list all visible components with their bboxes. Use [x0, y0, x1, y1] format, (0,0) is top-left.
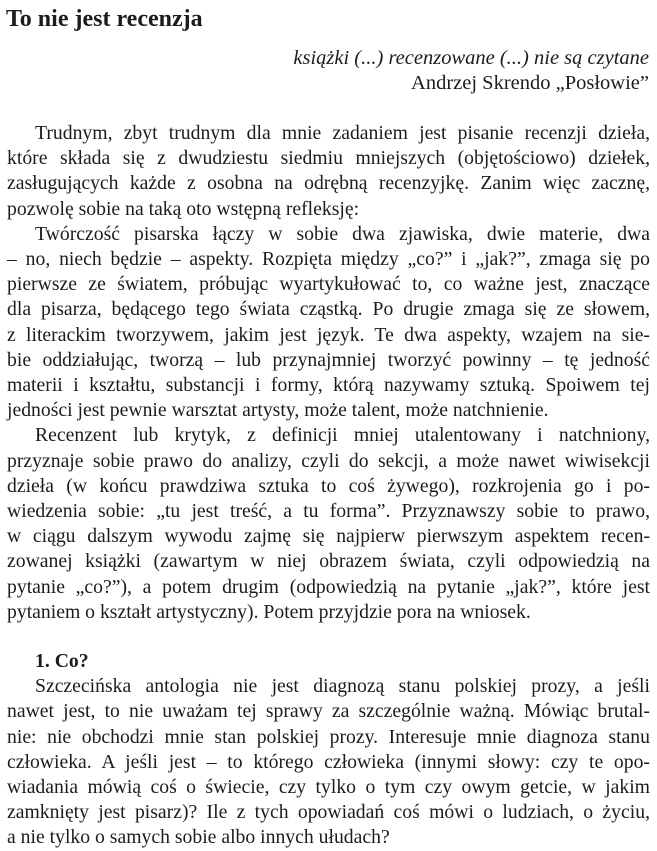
paragraph-intro-2 — [7, 222, 650, 424]
text-line: zasługujących każde z osobna na odrębną recenzyjkę. Zanim więc zacznę, — [7, 172, 650, 195]
article-body — [7, 121, 650, 851]
text-line: jedności jest pewnie warsztat artysty, może talent, może natchnienie. — [7, 399, 549, 422]
text-line: – no, niech będzie – aspekty. Rozpięta między „co?” i „jak?”, zmaga się po — [7, 248, 650, 271]
text-line: zowanej książki (zawartym w niej obrazem świata, czyli odpowiedzią na — [7, 550, 650, 573]
text-line: Recenzent lub krytyk, z definicji mniej utalentowany i natchniony, — [35, 424, 650, 447]
text-line: materii i kształtu, substancji i formy, którą nazywamy sztuką. Spoiwem tej — [7, 374, 650, 397]
text-line: Szczecińska antologia nie jest diagnozą stanu polskiej prozy, a jeśli — [35, 675, 650, 698]
text-line: w ciągu dalszym wywodu zajmę się najpierw pierwszym aspektem recen- — [7, 525, 650, 548]
paragraph-section-1 — [7, 674, 650, 850]
text-line: Trudnym, zbyt trudnym dla mnie zadaniem jest pisanie recenzji dzieła, — [35, 122, 650, 144]
text-line: przyznaje sobie prawo do analizy, czyli do sekcji, a może nawet wiwisekcji — [7, 449, 650, 472]
paragraph-intro-1 — [7, 121, 650, 222]
text-line: z literackim tworzywem, jakim jest język. Te dwa aspekty, wzajem na sie- — [7, 323, 650, 346]
paragraph-intro-3 — [7, 423, 650, 625]
text-line: bie oddziałując, tworzą – lub przynajmniej tworzyć powinny – tę jedność — [7, 348, 650, 371]
text-line: zamknięty jest pisarz)? Ile z tych opowiadań coś mówi o ludziach, o życiu, — [7, 801, 650, 824]
epigraph-quote: książki (...) recenzowane (...) nie są czytane — [293, 47, 649, 69]
epigraph-source: Andrzej Skrendo „Posłowie” — [411, 72, 649, 94]
text-line: człowieka. A jeśli jest – to którego człowieka (innymi słowy: czy te opo- — [7, 750, 650, 773]
text-line: wiadania mówią coś o świecie, czy tylko o tym czy owym getcie, w jakim — [7, 776, 650, 799]
epigraph — [293, 46, 649, 96]
text-line: dla pisarza, będącego tego świata cząstką. Po drugie zmaga się ze słowem, — [7, 298, 650, 321]
text-line: pytaniem o kształt artystyczny). Potem przyjdzie pora na wniosek. — [7, 600, 531, 623]
section-spacer — [7, 625, 650, 649]
text-line: Twórczość pisarska łączy w sobie dwa zjawiska, dwie materie, dwa — [35, 222, 650, 245]
text-line: pierwsze ze światem, próbując wyartykułować to, co ważne jest, znaczące — [7, 273, 650, 296]
article-title: To nie jest recenzja — [6, 6, 203, 32]
text-line: wiedzenia sobie: „tu jest treść, a tu forma”. Przyznawszy sobie to prawo, — [7, 500, 650, 523]
text-line: dzieła (w końcu prawdziwa sztuka to coś żywego), rozkrojenia go i po- — [7, 474, 650, 497]
text-line: a nie tylko o samych sobie albo innych ułudach? — [7, 826, 390, 849]
text-line: które składa się z dwudziestu siedmiu mniejszych (objętościowo) dziełek, — [7, 147, 650, 170]
text-line: pozwolę sobie na taką oto wstępną refleksję: — [7, 197, 360, 220]
text-line: nawet jest, to nie uważam tej sprawy za szczególnie ważną. Mówiąc brutal- — [7, 700, 650, 723]
text-line: pytanie „co?”), a potem drugim (odpowiedzią na pytanie „jak?”, które jest — [7, 575, 650, 598]
text-line: nie: nie obchodzi mnie stan polskiej prozy. Interesuje mnie diagnoza stanu — [7, 725, 650, 748]
section-heading: 1. Co? — [35, 650, 89, 673]
